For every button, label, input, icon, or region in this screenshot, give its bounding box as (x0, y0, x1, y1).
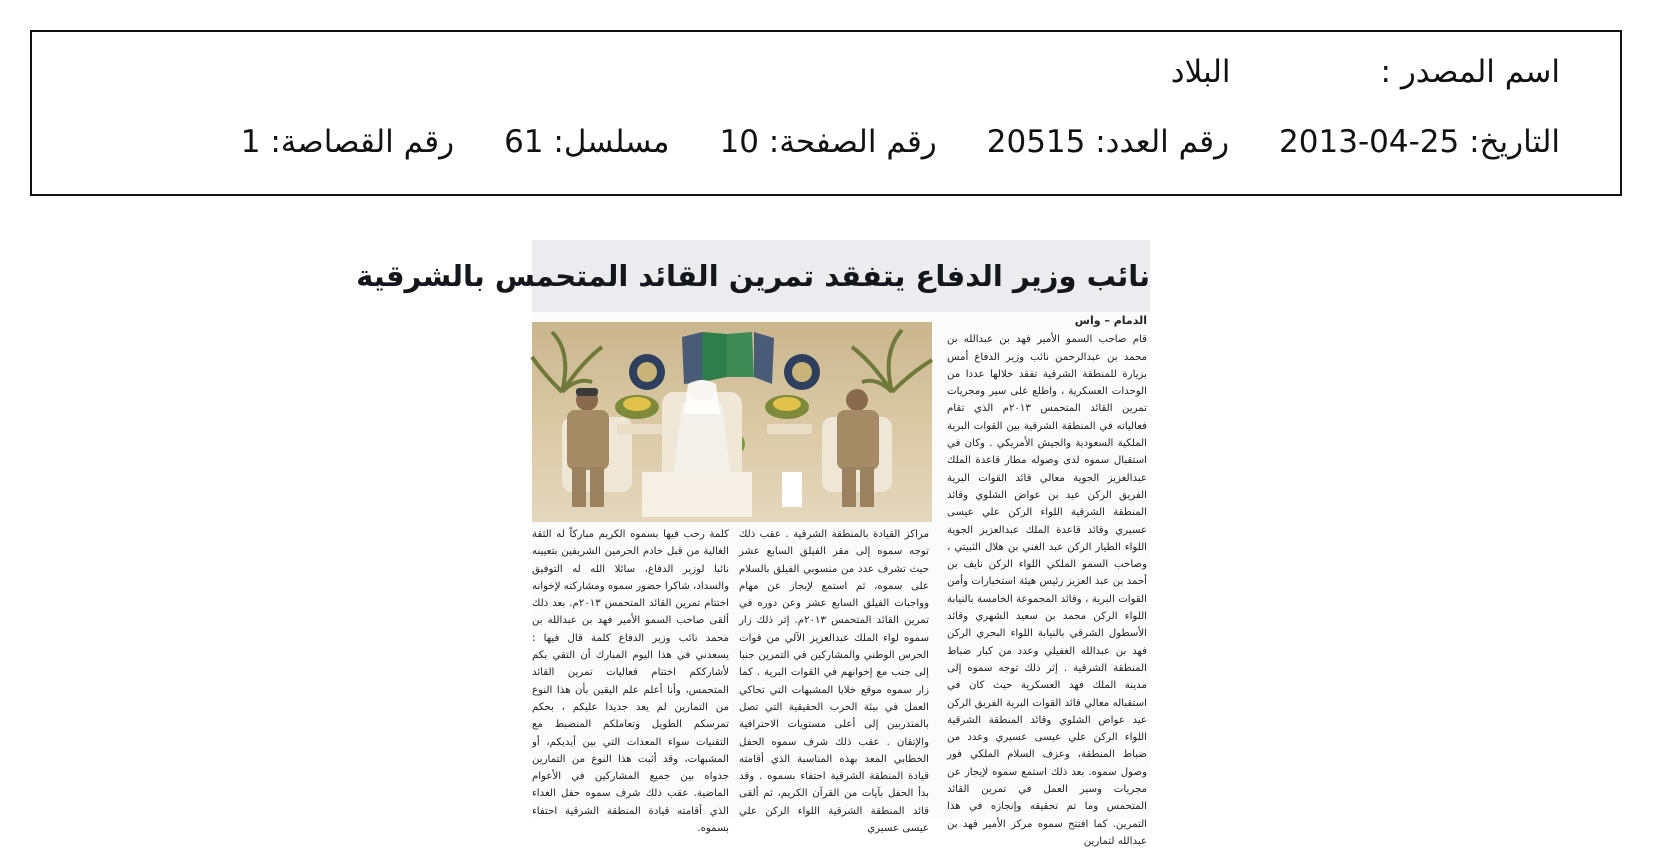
clipping-number-field: رقم القصاصة: 1 (240, 124, 455, 160)
column-middle-text: مراكز القيادة بالمنطقة الشرقية . عقب ذلك توجه سموه إلى مقر الفيلق السابع عشر حيث تشرف عدد من منسوبي الفيلق بالسلام على سموه، ثم استمع لإيجاز عن مهام وواجبات الفيلق السابع عشر وعن دوره في تمرين القائد المتحمس ٢٠١٣م. إثر ذلك زار سموه لواء الملك عبدالعزيز الآلي من قوات الحرس الوطني والمشاركين في التمرين جنبا إلى جنب مع إخوانهم في القوات البرية . كما زار سموه موقع خلايا المشبهات التي تحاكي العمل في بيئة الحرب الحقيقية التي تصل بالمتدربين إلى أعلى مستويات الاحترافية والإتقان . عقب ذلك شرف سموه الحفل الخطابي المعد بهذه المناسبة الذي أقامته قيادة المنطقة الشرقية احتفاء بسموه . وقد بدأ الحفل بآيات من القرآن الكريم، ثم ألقى قائد المنطقة الشرقية اللواء الركن علي عيسى عسيري (739, 529, 929, 835)
date-field: التاريخ: 25-04-2013 (1279, 124, 1560, 160)
front-table (642, 472, 752, 517)
source-label: اسم المصدر : (1380, 54, 1560, 90)
issue-number-field: رقم العدد: 20515 (986, 124, 1230, 160)
column-right-text: قام صاحب السمو الأمير فهد بن عبدالله بن محمد بن عبدالرحمن نائب وزير الدفاع أمس بزيارة للمنطقة الشرقية تفقد خلالها عددا من الوحدات العسكرية ، واطلع على سير ومجريات تمرين القائد المتحمس ٢٠١٣م الذي تقام فعالياته في المنطقة الشرقية بين القوات البرية الملكية السعودية والجيش الأمريكي . وكان في استقبال سموه لدى وصوله مطار قاعدة الملك عبدالعزيز الجوية معالي قائد القوات البرية الفريق الركن عيد بن عواض الشلوي وقائد المنطقة الشرقية اللواء الركن علي عيسى عسيري وقائد قاعدة الملك عبدالعزيز الجوية اللواء الطيار الركن عبد الغني بن هلال الثبيتي ، وصاحب السمو الملكي اللواء الركن نايف بن أحمد بن عبد العزيز رئيس هيئة استخبارات وأمن القوات البرية ، وقائد المجموعة الخامسة بالنيابة اللواء الركن محمد بن سعيد الشهري وقائد الأسطول الشرقي بالنيابة اللواء البحري الركن فهد بن عبدالله الغفيلي وعدد من كبار ضباط المنطقة الشرقية . إثر ذلك توجه سموه إلى مدينة الملك فهد العسكرية حيث كان في استقباله معالي قائد القوات البرية الفريق الركن عيد عواض الشلوي وقائد المنطقة الشرقية اللواء الركن علي عيسى عسيري وعدد من ضباط المنطقة، وعزف السلام الملكي فور وصول سموه. بعد ذلك استمع سموه لإيجاز عن مجريات وسير العمل في تمرين القائد المتحمس وما تم تحقيقه وإنجازه في هذا التمرين. كما افتتح سموه مركز الأمير فهد بن عبدالله لتمارين (947, 334, 1147, 847)
meeting-photo-illustration (532, 322, 932, 522)
serial-field: مسلسل: 61 (504, 124, 670, 160)
waste-bin (782, 472, 802, 507)
article-headline: نائب وزير الدفاع يتفقد تمرين القائد المتحمس بالشرقية (356, 259, 1150, 293)
article-column-middle (739, 526, 929, 835)
palm-plant-right (852, 330, 932, 392)
source-metadata-box (30, 30, 1622, 196)
source-value: البلاد (1170, 54, 1231, 90)
article-column-left (532, 526, 729, 835)
palm-plant-left (532, 332, 602, 392)
flags (682, 332, 774, 384)
side-table-left (617, 424, 662, 434)
page-number-field: رقم الصفحة: 10 (719, 124, 937, 160)
side-table-right (767, 424, 812, 434)
newspaper-clipping (356, 240, 1150, 847)
source-line (1171, 54, 1560, 90)
article-column-right (947, 312, 1147, 847)
publication-details-line (241, 124, 1560, 160)
article-dateline: الدمام – واس (1074, 314, 1147, 327)
column-left-text: كلمة رحب فيها بسموه الكريم مباركاً له الثقة الغالية من قبل خادم الحرمين الشريفين بتعيينه نائبا لوزير الدفاع، سائلا الله له التوفيق والسداد، شاكرا حضور سموه ومشاركته لإخوانه اختتام تمرين القائد المتحمس ٢٠١٣م. بعد ذلك ألقى صاحب السمو الأمير فهد بن عبدالله بن محمد نائب وزير الدفاع كلمة قال فيها : يسعدني في هذا اليوم المبارك أن التقي بكم لأشارككم اختتام فعاليات تمرين القائد المتحمس، وأنا أعلم علم اليقين بأن هذا النوع من التمارين لم يعد جديدا عليكم ، بحكم تمرسكم الطويل وتعاملكم المنضبط مع التقنيات سواء المعدات التي بين أيديكم، أو المشبهات، وقد أثبت هذا النوع من التمارين جدواه بين جميع المشاركين في الأعوام الماضية. عقب ذلك شرف سموه حفل الغداء الذي أقامته قيادة المنطقة الشرقية احتفاء بسموه. (532, 529, 729, 835)
headline-band (356, 240, 1150, 312)
article-photo (532, 322, 932, 522)
